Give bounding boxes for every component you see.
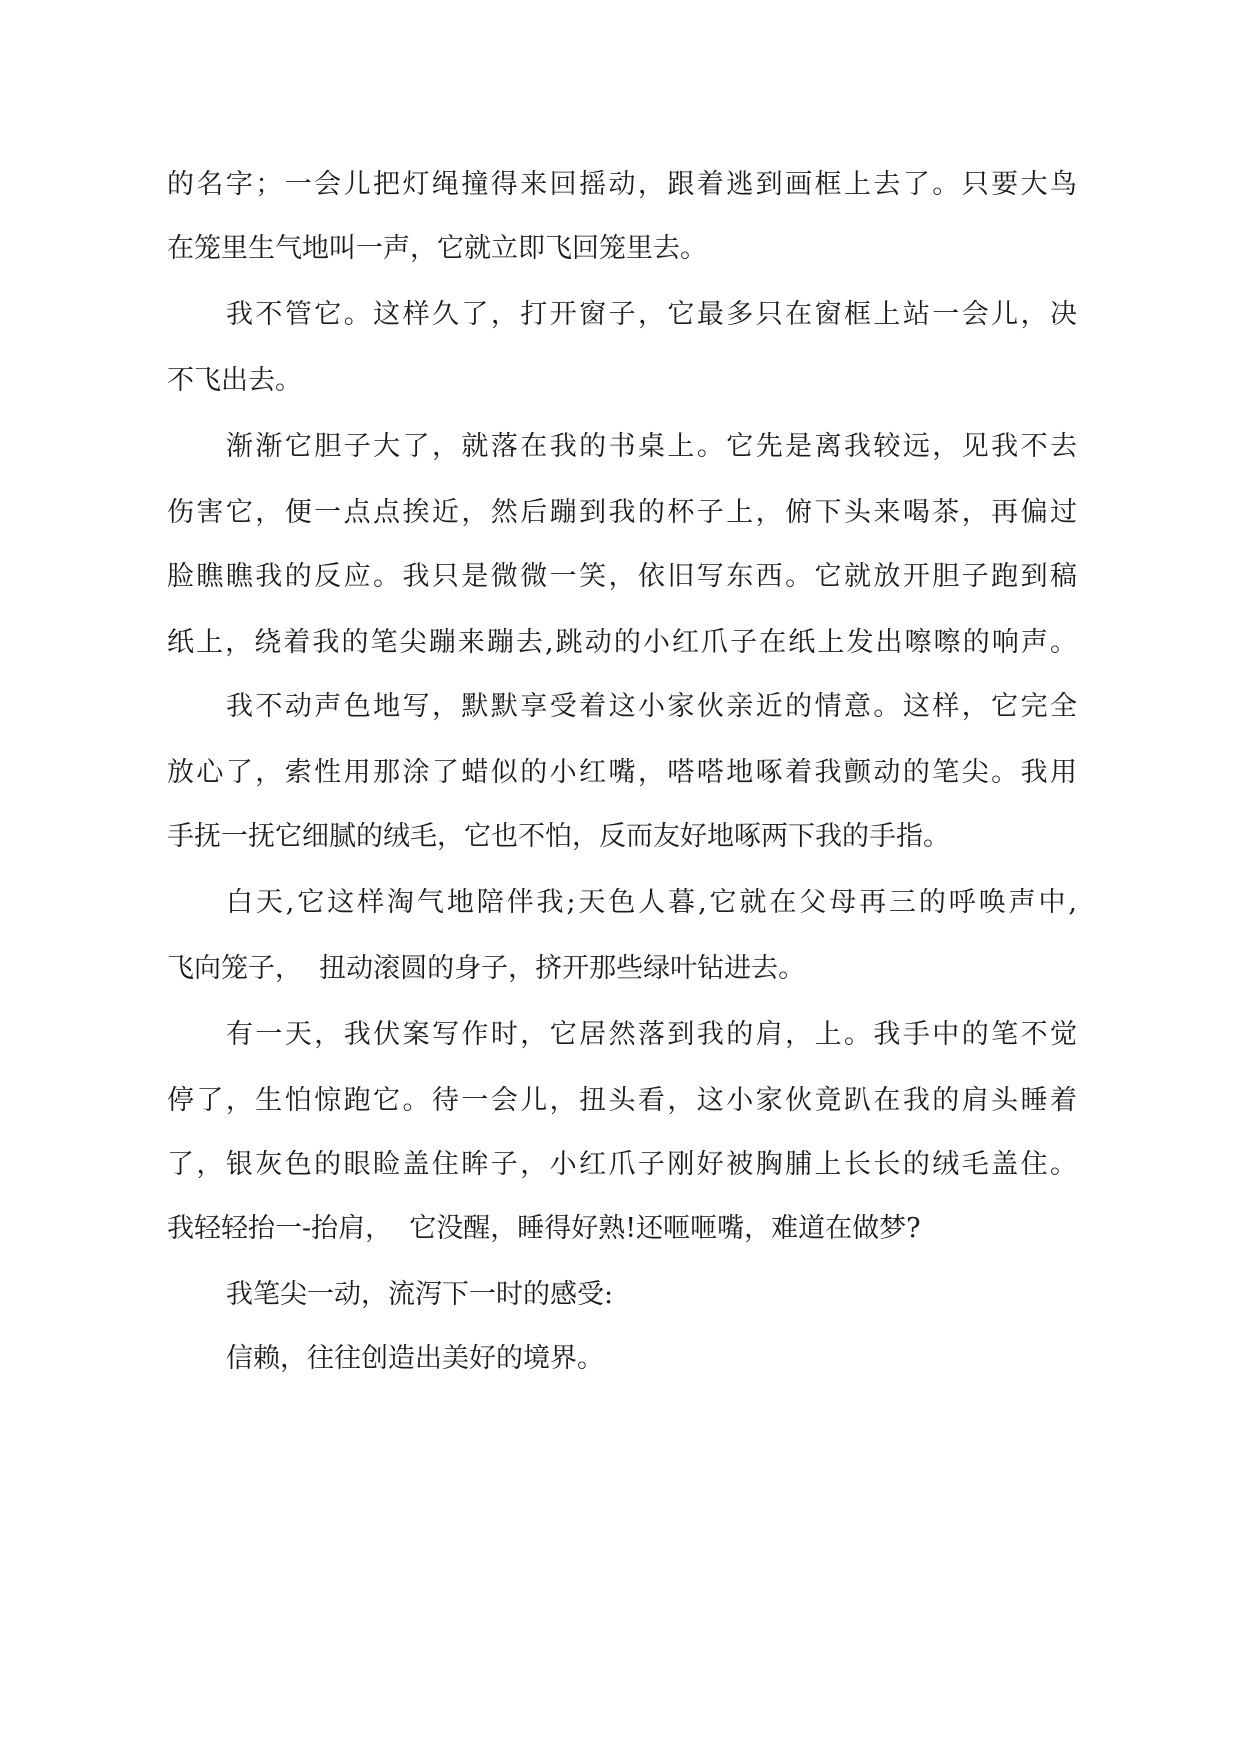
text-line: 放心了，索性用那涂了蜡似的小红嘴，嗒嗒地啄着我颤动的笔尖。我用 xyxy=(167,757,1077,788)
text-line: 信赖，往往创造出美好的境界。 xyxy=(226,1343,604,1374)
text-line: 手抚一抚它细腻的绒毛，它也不怕，反而友好地啄两下我的手指。 xyxy=(167,821,950,852)
text-line: 停了，生怕惊跑它。待一会儿，扭头看，这小家伙竟趴在我的肩头睡着 xyxy=(167,1085,1077,1116)
text-line: 的名字；一会儿把灯绳撞得来回摇动，跟着逃到画框上去了。只要大鸟 xyxy=(167,169,1077,200)
text-line: 纸上，绕着我的笔尖蹦来蹦去,跳动的小红爪子在纸上发出嚓嚓的响声。 xyxy=(167,627,1077,658)
text-line: 脸瞧瞧我的反应。我只是微微一笑，依旧写东西。它就放开胆子跑到稿 xyxy=(167,561,1077,592)
text-line: 白天,它这样淘气地陪伴我;天色人暮,它就在父母再三的呼唤声中, xyxy=(226,887,1077,918)
text-line: 我不管它。这样久了，打开窗子，它最多只在窗框上站一会儿，决 xyxy=(226,299,1077,330)
text-line: 飞向笼子， 扭动滚圆的身子，挤开那些绿叶钻进去。 xyxy=(167,953,806,984)
text-line: 不飞出去。 xyxy=(167,365,302,396)
text-line: 我笔尖一动，流泻下一时的感受: xyxy=(226,1279,614,1310)
text-line: 有一天，我伏案写作时，它居然落到我的肩，上。我手中的笔不觉 xyxy=(226,1019,1077,1050)
text-line: 渐渐它胆子大了，就落在我的书桌上。它先是离我较远，见我不去 xyxy=(226,431,1077,462)
text-line: 伤害它，便一点点挨近，然后蹦到我的杯子上，俯下头来喝茶，再偏过 xyxy=(167,497,1077,528)
text-line: 在笼里生气地叫一声，它就立即飞回笼里去。 xyxy=(167,233,707,264)
text-line: 我不动声色地写，默默享受着这小家伙亲近的情意。这样，它完全 xyxy=(226,691,1077,722)
text-line: 了，银灰色的眼睑盖住眸子，小红爪子刚好被胸脯上长长的绒毛盖住。 xyxy=(167,1149,1077,1180)
text-line: 我轻轻抬一-抬肩， 它没醒，睡得好熟!还咂咂嘴，难道在做梦? xyxy=(167,1213,921,1244)
